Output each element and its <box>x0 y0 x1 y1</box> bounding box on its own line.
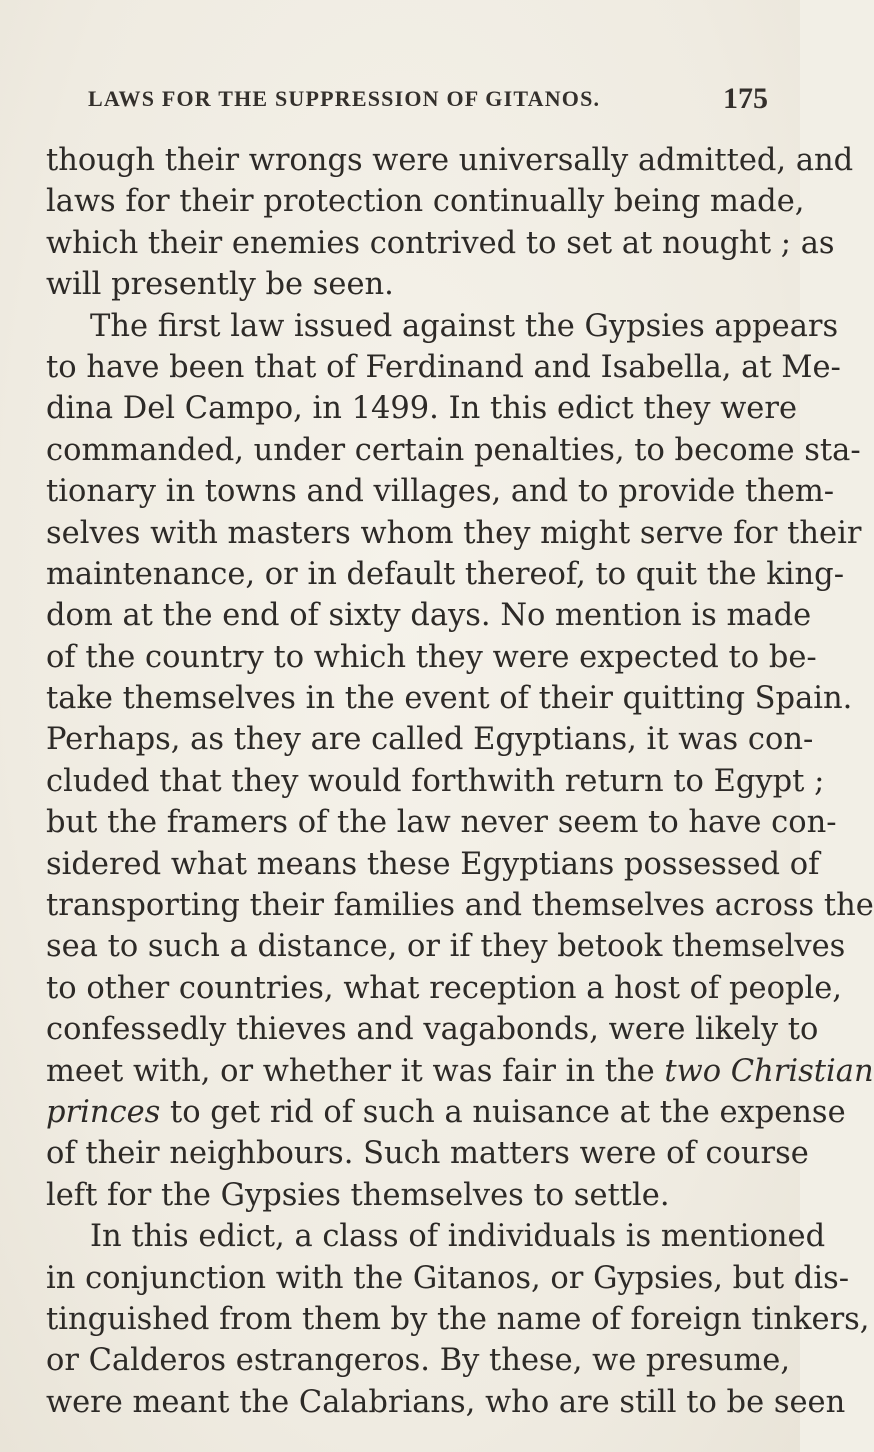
text-line: dom at the end of sixty days. No mention is made <box>46 598 812 634</box>
text-segment: meet with, or whether it was fair in the <box>46 1053 655 1089</box>
text-line: transporting their families and themselves across the <box>46 888 874 924</box>
running-title: LAWS FOR THE SUPPRESSION OF GITANOS. <box>88 86 601 111</box>
italic-phrase: two Christian <box>664 1053 874 1089</box>
text-line: tinguished from them by the name of foreign tinkers, <box>46 1301 870 1337</box>
text-line: cluded that they would forthwith return to Egypt ; <box>46 763 825 799</box>
text-line: left for the Gypsies themselves to settle. <box>46 1177 670 1213</box>
text-line: to other countries, what reception a host of people, <box>46 970 842 1006</box>
text-line: The first law issued against the Gypsies appears <box>90 308 839 344</box>
text-line: sea to such a distance, or if they betook themselves <box>46 929 846 965</box>
text-line: maintenance, or in default thereof, to quit the king- <box>46 556 845 592</box>
body-text <box>46 140 874 1423</box>
text-line: Perhaps, as they are called Egyptians, it was con- <box>46 722 814 758</box>
text-line: dina Del Campo, in 1499. In this edict they were <box>46 391 797 427</box>
text-line: to have been that of Ferdinand and Isabella, at Me- <box>46 349 841 385</box>
text-line: commanded, under certain penalties, to become sta- <box>46 432 861 468</box>
text-line-mixed <box>46 1092 846 1133</box>
text-line-mixed <box>46 1051 874 1092</box>
text-segment: to get rid of such a nuisance at the expense <box>160 1094 846 1130</box>
text-line: of the country to which they were expected to be- <box>46 639 817 675</box>
page-number: 175 <box>723 82 768 115</box>
text-line: were meant the Calabrians, who are still to be seen <box>46 1384 846 1420</box>
text-line: but the framers of the law never seem to have con- <box>46 805 837 841</box>
running-head <box>88 82 768 118</box>
text-line: will presently be seen. <box>46 267 394 303</box>
text-line: laws for their protection continually being made, <box>46 184 805 220</box>
text-line: take themselves in the event of their quitting Spain. <box>46 681 853 717</box>
text-line: In this edict, a class of individuals is mentioned <box>90 1219 826 1255</box>
text-line: or Calderos estrangeros. By these, we presume, <box>46 1343 791 1379</box>
text-line: though their wrongs were universally admitted, and <box>46 143 854 178</box>
text-line: which their enemies contrived to set at nought ; as <box>46 225 835 261</box>
text-line: sidered what means these Egyptians possessed of <box>46 846 820 882</box>
text-line: of their neighbours. Such matters were of course <box>46 1136 809 1172</box>
text-line: selves with masters whom they might serve for their <box>46 515 862 551</box>
text-line: in conjunction with the Gitanos, or Gypsies, but dis- <box>46 1260 850 1296</box>
text-line: confessedly thieves and vagabonds, were likely to <box>46 1012 819 1048</box>
text-line: tionary in towns and villages, and to provide them- <box>46 474 835 510</box>
italic-phrase: princes <box>46 1094 161 1130</box>
